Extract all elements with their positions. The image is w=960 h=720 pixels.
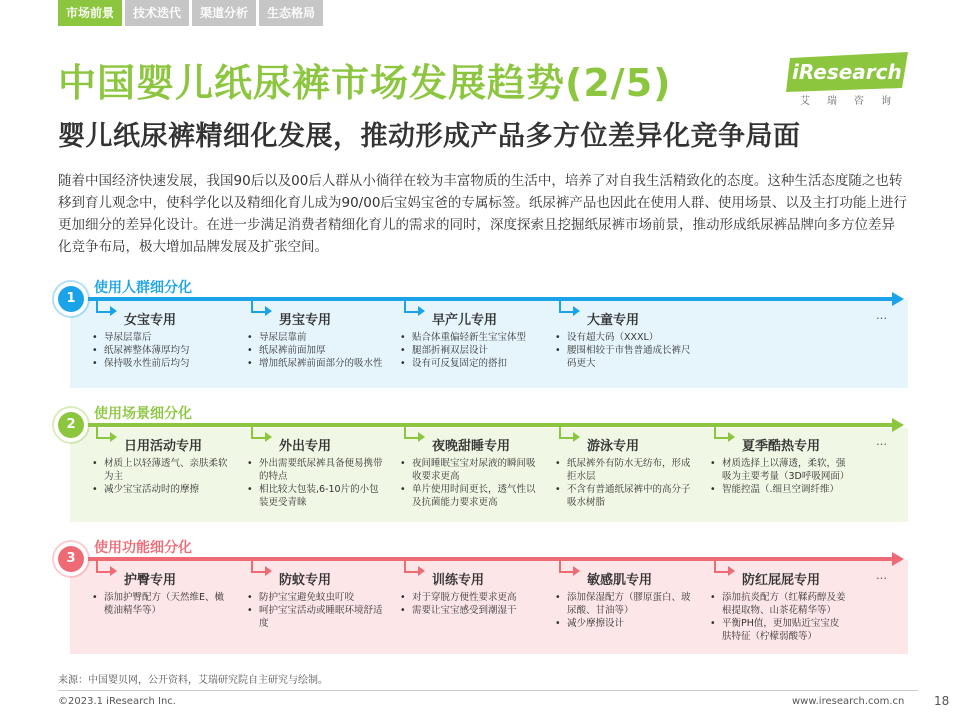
branch-connector [251,299,265,313]
feature-item: • 智能控温（.细旦空调纤维） [710,483,848,496]
branch-arrow-tip [110,432,117,442]
branch-connector [714,559,728,573]
category-title: 防红屁屁专用 [742,573,821,588]
feature-item: • 呵护宝宝活动或睡眠环境舒适度 [247,604,385,630]
category-column [251,423,389,522]
category-title: 男宝专用 [279,313,332,328]
section-number-badge: 3 [58,546,84,572]
feature-item: • 增加纸尿裤前面部分的吸水性 [247,357,385,370]
category-title: 夜晚甜睡专用 [432,439,511,454]
branch-arrow-tip [418,306,425,316]
category-features [710,591,848,643]
branch-connector [96,559,110,573]
category-features [247,591,385,630]
section-number-badge: 1 [58,286,84,312]
section-title: 使用场景细分化 [94,406,192,422]
category-column [404,557,542,654]
category-features [92,331,230,370]
category-title: 护臀专用 [124,573,177,588]
tab-tech-iteration[interactable]: 技术迭代 [125,0,189,26]
feature-item: • 夜间睡眠宝宝对尿液的瞬间吸收要求更高 [400,457,538,483]
logo-brand: iResearch [792,60,902,84]
section-1 [58,280,908,388]
category-column [96,557,234,654]
branch-arrow-tip [265,566,272,576]
feature-item: • 添加保湿配方（膠原蛋白、玻尿酸、甘油等） [555,591,693,617]
category-features [555,591,693,630]
feature-item: • 外出需要纸尿裤具备便易携带的特点 [247,457,385,483]
feature-item: • 不含有普通纸尿裤中的高分子吸水树脂 [555,483,693,509]
feature-item: • 纸尿裤前面加厚 [247,344,385,357]
section-arrow-head [892,418,904,432]
category-features [247,331,385,370]
branch-arrow-tip [110,306,117,316]
feature-item: • 材质上以轻薄透气、亲肤柔软为主 [92,457,230,483]
section-3 [58,540,908,654]
category-title: 敏感肌专用 [587,573,653,588]
branch-arrow-tip [110,566,117,576]
feature-item: • 保持吸水性前后均匀 [92,357,230,370]
category-title: 日用活动专用 [124,439,203,454]
section-2 [58,406,908,522]
tab-market-outlook[interactable]: 市场前景 [58,0,122,26]
branch-arrow-tip [573,566,580,576]
feature-item: • 纸尿裤外有防水无纺布，形成拒水层 [555,457,693,483]
feature-item: • 减少宝宝活动时的摩擦 [92,483,230,496]
section-title: 使用人群细分化 [94,280,192,296]
branch-connector [559,425,573,439]
section-number-badge: 2 [58,412,84,438]
category-title: 夏季酷热专用 [742,439,821,454]
more-ellipsis: … [876,435,887,448]
more-ellipsis: … [876,569,887,582]
category-column [404,297,542,388]
category-features [400,331,538,370]
branch-arrow-tip [573,306,580,316]
feature-item: • 需要让宝宝感受到潮湿干 [400,604,538,617]
section-arrow-head [892,552,904,566]
feature-item: • 防护宝宝避免蚊虫叮咬 [247,591,385,604]
category-title: 外出专用 [279,439,332,454]
category-title: 女宝专用 [124,313,177,328]
category-column [96,297,234,388]
category-column [251,557,389,654]
category-column [96,423,234,522]
more-ellipsis: … [876,309,887,322]
branch-arrow-tip [418,432,425,442]
tab-channel-analysis[interactable]: 渠道分析 [192,0,256,26]
category-column [251,297,389,388]
footer-copyright: ©2023.1 iResearch Inc. [58,696,176,707]
branch-arrow-tip [573,432,580,442]
category-title: 游泳专用 [587,439,640,454]
feature-item: • 添加护臀配方（天然维E、橄榄油精华等） [92,591,230,617]
logo-tagline: 艾瑞咨询 [800,96,908,107]
category-features [555,457,693,509]
tab-ecosystem[interactable]: 生态格局 [259,0,323,26]
feature-item: • 相比较大包装,6-10片的小包装更受青睐 [247,483,385,509]
feature-item: • 平衡PH值，更加贴近宝宝皮肤特征（柠檬弱酸等） [710,617,848,643]
category-column [559,423,697,522]
category-features [92,457,230,496]
branch-connector [404,299,418,313]
feature-item: • 纸尿裤整体薄厚均匀 [92,344,230,357]
category-features [247,457,385,509]
page-subtitle: 婴儿纸尿裤精细化发展，推动形成产品多方位差异化竞争局面 [58,121,801,152]
page-title: 中国婴儿纸尿裤市场发展趋势(2/5) [58,61,672,105]
intro-paragraph: 随着中国经济快速发展，我国90后以及00后人群从小徜徉在较为丰富物质的生活中，培养了对自我生活精致化的态度。这种生活态度随之也转移到育儿观念中，使科学化以及精细化育儿成为90/00后宝妈宝爸的专属标签。纸尿裤产品也因此在使用人群、使用场景、以及主打功能上进行更加细分的差异化设计。在进一步满足消费者精细化育儿的需求的同时，深度探索且挖掘纸尿裤市场前景，推动形成纸尿裤品牌向多方位差异化竞争布局，极大增加品牌发展及扩张空间。 [58,173,907,255]
category-column [404,423,542,522]
feature-item: • 添加抗炎配方（红鞣药醇及姜根提取物、山茶花精华等） [710,591,848,617]
feature-item: • 贴合体重偏轻新生宝宝体型 [400,331,538,344]
branch-connector [96,425,110,439]
section-arrow-head [892,292,904,306]
category-features [710,457,848,496]
top-tabs [58,0,323,26]
feature-item: • 设有可反复固定的搭扣 [400,357,538,370]
branch-connector [559,299,573,313]
category-features [400,457,538,509]
feature-item: • 腿部折裥双层设计 [400,344,538,357]
feature-item: • 导尿层靠后 [92,331,230,344]
category-column [714,423,852,522]
branch-arrow-tip [265,432,272,442]
category-title: 训练专用 [432,573,485,588]
section-title: 使用功能细分化 [94,540,192,556]
category-features [555,331,693,370]
iresearch-logo [786,52,910,108]
branch-connector [251,559,265,573]
feature-item: • 设有超大码（XXXL） [555,331,693,344]
feature-item: • 减少摩擦设计 [555,617,693,630]
branch-arrow-tip [728,432,735,442]
category-title: 防蚊专用 [279,573,332,588]
category-features [92,591,230,617]
feature-item: • 单片使用时间更长，透气性以及抗菌能力要求更高 [400,483,538,509]
branch-arrow-tip [418,566,425,576]
branch-arrow-tip [265,306,272,316]
branch-connector [404,425,418,439]
footer-url[interactable]: www.iresearch.com.cn [792,696,905,707]
category-column [559,557,697,654]
branch-connector [404,559,418,573]
category-column [714,557,852,654]
branch-connector [714,425,728,439]
branch-connector [96,299,110,313]
feature-item: • 对于穿脱方便性要求更高 [400,591,538,604]
source-note: 来源：中国婴贝网，公开资料，艾瑞研究院自主研究与绘制。 [58,675,328,686]
category-title: 大童专用 [587,313,640,328]
feature-item: • 腰围相较于市售普通成长裤尺码更大 [555,344,693,370]
page-number: 18 [934,694,950,708]
category-title: 早产儿专用 [432,313,498,328]
feature-item: • 导尿层靠前 [247,331,385,344]
category-features [400,591,538,617]
branch-arrow-tip [728,566,735,576]
feature-item: • 材质选择上以薄透，柔软，强吸为主要考量（3D呼吸网面） [710,457,848,483]
branch-connector [251,425,265,439]
category-column [559,297,697,388]
footer-divider [58,690,918,691]
branch-connector [559,559,573,573]
